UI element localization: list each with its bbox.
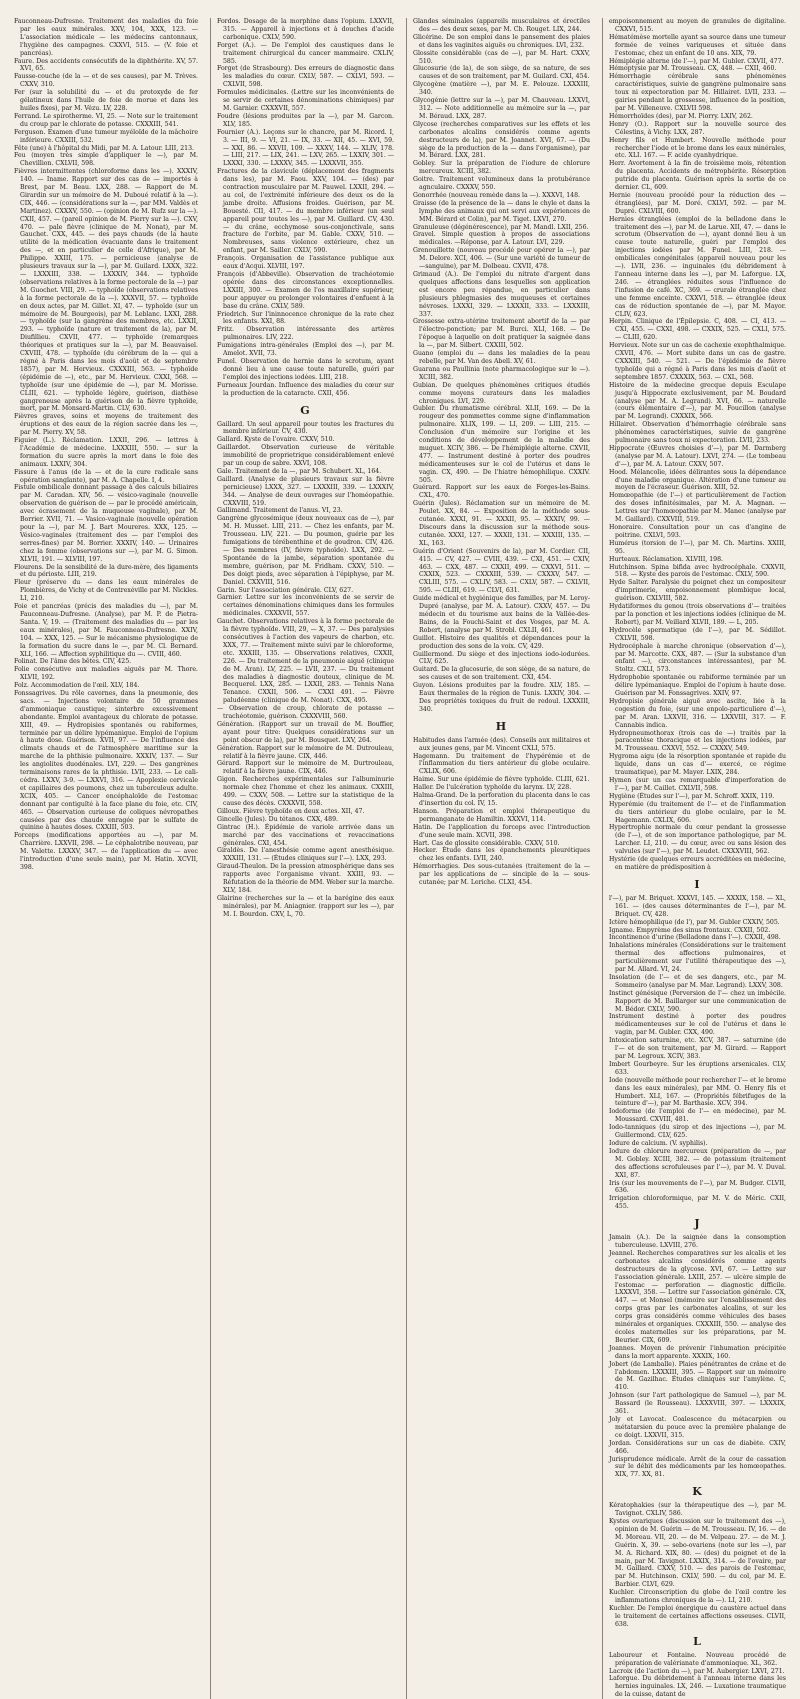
index-entry: Giraud-Theulon. De la pression atmosphérique dans ses rapports avec l'organisme vivant. XXIII, 93. — Réfutation de la théorie de MM. Weber sur la marche. XLV, 184. [217,863,394,894]
index-entry: Foudre (lésions produites par la —), par M. Garcon. XLV, 185. [217,112,394,128]
index-entry: Iodure de chlorure mercureux (préparation de —, par M. Gobley. XCIII, 382. — de potassium (traitement des affections scrofuleuses par l'—), par M. V. Duval. XXI, 87. [609,1147,786,1179]
index-entry: Hymen (sur un cas remarquable d'imperforation de l'—), par M. Caillet. CXLVII, 598. [609,777,786,792]
index-entry: Guillermond. Du siège et des injections iodo-iodurées. CLV, 625. [413,650,590,666]
index-entry: Fonssagrives. Du rôle cavernes, dans la pneumonie, des sacs. — Injections volontaire de 50 grammes d'ammoniaque caustique; sinterbre excessivement abondante. Emploi avantageux du chlorate de potasse. XIII, 49. — Hydropisies spontanés ou rabiformes, terminée par un délire lypémanique. Emploi de l'opium à haute dose. Guérison. XVII, 97. — De l'influence des climats chauds et de l'atmosphère maritime sur la marche de la phthisie pulmonaire. XXXIV, 137. — Sur les angiolites duodénales. LVI, 229. — Des gangrènes terminaisons rares de la phthisie. LVII, 233. — Le cali-cédra. LXXV, 3-9. — LXXVI, 316. — Apoplexie cervicale et capillaires des poumons, chez un tuberculeux adulte. XCIX, 405. — Cancer encéphaloïde de l'estomac donnant par contiguïté à la face plane du foie, etc. CIV, 465. — Observation curieuse de coliques névropathes causées par des chaude enragée par le sulfate de quinine à hautes doses. CXXIII, 503. [14,690,198,832]
index-entry: Guérard. Rapport sur les eaux de Forges-les-Bains. CXL, 470. [413,484,590,500]
index-entry: Guano (emploi du — dans les maladies de la peau rebelle, par M. Van des Abell. XV, 61. [413,350,590,365]
index-entry: Fièvres graves, soins et moyens de traitement des éruptions et des eaux de la région sacrée dans les —, par M. Pierry. XV, 58. [14,413,198,437]
index-entry: Intoxication saturnine, etc. XCV, 387. — saturnine (de l'— et de son traitement, par M. Girard. — Rapport par M. Legroux. XCIV, 383. [609,1037,786,1060]
index-entry: Herpin. Clinique de l'Épilepsie. C, 408. — CI, 413. — CXI, 455. — CXXI, 498. — CXXIX, 525. — CXLI, 575. — CLIII, 620. [609,318,786,342]
index-entry: Gravel. Simple question à propos de associations médicales. —Réponse, par A. Latour. LVI, 229. [413,231,590,247]
index-entry: Granuleuse (dégénérescence), par M. Mandl. LXII, 256. [413,223,589,231]
section-letter: L [693,1634,702,1648]
index-entry: Fleur (préserve du — dans les eaux minérales de Plombières, de Vichy et de Contrexéville par M. Nickles. LI, 210. [14,579,198,603]
index-entry: Hémiplégie alterne (de l'—), par M. Gubler. CXVII, 477. [609,57,784,65]
index-entry: François (d'Abbeville). Observation de trachéotomie opérée dans des circonstances exceptionnelles. LXXIII, 300. — Examen de l'os maxillaire supérieur, pour appuyer ou prolonger volontaires d'enfuent à la base du crâne. CXLV, 589. [217,271,394,310]
index-entry: Guitard. De la glucosurie, de son siège, de sa nature, de ses causes et de son traitement. CXI, 454. [413,666,590,682]
index-entry: Gale. Traitement de la —, par M. Schubert. XL, 164. [217,467,382,475]
index-entry: Honoraire. Consultation pour un cas d'angine de poitrine. CXLVI, 593. [609,524,786,539]
index-entry: Glossite considérable (cas de —), par M. Hart. CXXV, 510. [413,49,590,65]
index-entry: Fête (une) à l'hôpital du Midi, par M. A. Latour. LIII, 213. [14,144,194,152]
index-entry: Gincelle (Jules). Du tétanos. CXX, 489. [217,815,338,823]
index-entry: Génération. Rapport sur le mémoire de M. Dutrouleau, relatif à la fièvre jaune. CIX, 446. [217,744,394,760]
index-entry: Fordos. Dosage de la morphine dans l'opium. LXXVII, 315. — Appareil à injections et à douches d'acide carbonique. CXLV, 590. [217,18,394,41]
index-entry: Jurisprudence médicale. Arrêt de la cour de cassation sur le débit des médicaments par les homœopathes. XIX, 77. XX, 81. [609,1455,786,1479]
index-entry: Iodo-tanniques (du sirop et des injections —), par M. Guillermond. CLV, 625. [609,1124,786,1140]
index-entry: Glairine (recherches sur la — et la barégine des eaux minérales), par M. Aniagnier. (rapport sur les —), par M. I. Bourdon. CXV, L, 70. [217,894,394,918]
section-letter: I [694,877,701,891]
index-entry: Hémoptysie par M. Trousseau. CX, 448. — CXII, 460. [609,65,777,73]
index-entry: Hart. Cas de glossite considérable. CXXV, 510. [413,839,560,847]
index-entry: Gaillard. (Analyse de plusieurs travaux sur la fièvre pernicieuse) LXXX, 327. — LXXXIII, 339. — LXXXIV, 344. — Analyse de deux ouvrages sur l'homéopathie. CXXVIII, 519. [217,475,394,507]
index-entry: Hydrocèle spermatique (de l'—), par M. Sédillot. CXLVII, 598. [609,626,786,642]
index-entry: Homœopathie (de l'—) et particulièrement de l'action des doses infinitésimales, par M. A. Magnan. — Lettres sur l'homœopathie par M. Manec (analyse par M. Gaillard). CXXVIII, 519. [609,492,786,524]
index-entry: Fritz. Observation intéressante des artères pulmonaires. LIV, 222. [217,326,394,342]
index-entry: Insolation (de l'— et de ses dangers, etc., par M. Sommeiro (analyse par M. Mar. Legrand). LXXV, 308. [609,973,786,989]
index-entry: — Observation de croup, chlorate de potasse — trachéotomie, guérison. CXXXVIII, 560. [217,705,394,721]
column-1 [14,18,198,1699]
index-entry: Kuchler. De l'emploi énergique du caustère actuel dans le traitement de certaines affections osseuses. CLVII, 638. [609,1605,786,1628]
section-letter: H [495,719,508,733]
index-columns [14,18,786,1699]
index-entry: Fractures de la clavicule (déplacement des fragments dans les), par M. Faou. XXV, 104. — (des) par contraction musculaire par M. Pauwel. LXXII, 294. — au col, de l'extrémité inférieure des deux os de la jambe droite. Affusions froides. Guérison, par M. Bouesté. CII, 417. — du membre inférieur (un seul appareil pour toutes les —), par M. Guillard. CV, 430. — du crâne, ecchymose sous-conjonctivale, sans fracture de l'orbite, par M. Gable. CXXV, 510. — Nombreuses, sans violence extérieure, chez un enfant, par M. Sailler. CXLV, 590. [217,168,394,255]
index-entry: Imbert Gourbeyre. Sur les éruptions arsenicales. CLV, 633. [609,1060,786,1076]
section-letter: K [692,1485,703,1499]
index-entry: Fer (sur la solubilité du — et du protoxyde de fer gélatineux dans l'huile de foie de morue et dans les huiles fixes), par M. Vézu. LV, 228. [14,89,198,112]
column-2 [210,18,394,1699]
index-entry: Instinct génésique (Perversion de l'— chez un imbécile. Rapport de M. Baillarger sur une communication de M. Bédor. CXLV, 590. [609,989,786,1013]
index-entry: Gauchet. Observations relatives à la forme pectorale de la fièvre typhoïde. VIII, 29, — X, 37. — Des paralysies consécutives à l'action des vapeurs de charbon, etc. XXX, 77. — Traitement mixte suivi par le chloroforme, etc. XXXIII, 135. — Observations relatives, CXXII, 226. — Du traitement de la pneumonie aiguë (clinique de M. Aran). LV, 225. — LVII, 237. — Du traitement des maladies à diagnostic douteux, clinique de M. Becquerel. LXX, 285. — LXXII, 283. — Tennis Nana Tenance. CXXII, 506. — CXXI 491. — Fièvre paludéenne (clinique de M. Nonat). CXX, 495. [217,618,394,705]
index-entry: Hémorrhagies. Des sous-cutanées (traitement de la — par les applications de — sinciple de la — sous-cutanée; par M. Leriche. CLXI, 454. [413,863,590,887]
index-entry: Graisse (de la présence de la — dans le chyle et dans la lymphe des animaux qui ont servi aux expériences de MM. Bérard et Colin), par M. Tiget. LXVI, 270. [413,199,590,223]
index-entry: Hystérie (de quelques erreurs accréditées en médecine, en matière de prédisposition à [609,856,786,871]
index-entry: Hypertrophie normale du cœur pendant la grossesse (de l'—), et de son importance pathologique, par M. Larcher. LI, 210. — du cœur, avec ou sans lésion des valvules (sur l'—), par M. Leudet. CXXXVIII, 562. [609,824,786,856]
index-entry: Figuier (L.). Réclamation. LXXII, 296. — lettres à l'Académie de médecine. LXXXIII, 550. — sur la formation du sucre après la mort dans le foie des animaux. LXXIV, 304. [14,437,198,468]
index-entry: François. Organisation de l'assistance publique aux eaux d'Acqui. XLVIII, 197. [217,255,394,271]
index-entry: Forceps (modifications apportées au —), par M. Charrière. LXXVII, 298. — Le céphalotribe nouveau, par M. Valette. LXXXV, 347. — de l'application du — avec l'introduction d'une seule main), par M. Hatin. XCVII, 398. [14,832,198,871]
index-entry: Forget (de Strasbourg). Des erreurs de diagnostic dans les maladies du cœur. CXLV, 587. — CXLVI, 593. — CXLVII, 598. [217,65,394,89]
index-entry: Hurteaux. Réclamation. XLVIII, 198. [609,555,723,563]
index-entry: Kuchler. Circonscription du globe de l'œil contre les inflammations chroniques de la —). LI, 210. [609,1589,786,1605]
index-entry: Ferguson. Examen d'une tumeur myéloïde de la mâchoire inférieure. CXXIII, 532. [14,128,198,144]
index-entry: Jamain (A.). De la saignée dans la consomption tuberculeuse. LXVIII, 276. [609,1234,786,1250]
index-entry: l'—), par M. Briquet. XXXVI, 145. — XXXIX, 158. — XL, 161. — (des causes déterminantes de l'—), par M. Briquet. CV, 428. [609,894,786,918]
index-entry: Kératophakies (sur la thérapeutique des —), par M. Tavignot. CXLIV, 586. [609,1502,786,1518]
index-entry: Hernies étranglées (emploi de la belladone dans le traitement des —), par M. de Larue. XII, 47. — dans le scrotum (Observation de —), ayant donné lieu à un cause toute naturelle, guéri par l'emploi des injections iodées par M. Funel. LIII, 218. — ombilicales congénitales (appareil nouveau pour les —). LVII, 236. — inguinales (du débridement à l'anneau interne dans les —), par M. Laforgue. LX, 246. — étranglées réduites sous l'influence de l'infusion de café. XC, 369. — crurale étranglée chez une femme enceinte. CXXVI, 518. — étranglée (deux cas de réduction spontanée de —), par M. Mayor. CLIV, 623. [609,215,786,318]
index-entry: Folie consécutive aux maladies aiguës par M. Thore. XLVII, 192. [14,666,198,682]
index-entry: Gigon. Recherches expérimentales sur l'albuminurie normale chez l'homme et chez les animaux. CXXIII, 499. — CXXV, 508. — Lettre sur la statistique de la cause des décès. CXXXVII, 558. [217,776,394,807]
index-entry: Gérard. Rapport sur le mémoire de M. Durtrouleau, relatif à la fièvre jaune. CIX, 446. [217,760,394,776]
index-entry: Fausse-couche (de la — et de ses causes), par M. Trèves. CXXV, 310. [14,73,198,89]
index-entry: Folz. Accommodation de l'œil. XLV, 184. [14,682,140,690]
index-entry: Friedrich. Sur l'ininnocence chronique de la rate chez les enfants. XXI, 88. [217,310,394,326]
index-entry: Hydrophobie spontanée ou rabiforme terminée par un délire lypémaniaque. Emploi de l'opium à haute dose. Guérison par M. Fonssagrives. XXIV, 97. [609,674,786,698]
index-entry: Jobert (de Lamballe). Plaies pénétrantes de crâne et de l'abdomen. LXXXIII, 395. — Rapport sur un mémoire de M. Gazilhac. Études cliniques sur l'amylène. C, 410. [609,1360,786,1392]
index-entry: Hydropneumothorax (trois cas de —) traités par la paracentèse thoracique et les injections iodées, par M. Trousseau. CXXVI, 552. — CXXXV, 549. [609,729,786,753]
index-entry: Iris (sur les mouvements de l'—), par M. Budger. CLVII, 636. [609,1179,786,1195]
index-entry: Hydropisie générale aiguë avec ascite, liée à la cogestion du foie, (sur une enpolo-particuliere d'—), par M. Aran. LXXVII, 316. — LXXVIII, 317. — F. Cannabis indica. [609,697,786,729]
index-entry: Humérus (torsion de l'—), par M. Ch. Martins. XXIII, 95. [609,539,786,555]
index-entry: Gaillardot. Observation curieuse de véritable immobilité de proprietrique considérablement enlevé par un coup de sabre. XXVI, 108. [217,444,394,468]
index-entry: Hydatiformes du genou (trois observations d'— traitées par la ponction et les injections iodées (clinique de M. Robert), par M. Veillard XLVII, 189. — L, 205. [609,603,786,626]
index-entry: Génération. (Rapport sur un travail de M. Bouffier, ayant pour titre: Quelques considérations sur un point obscur de la), par M. Bousquet. LXV, 264. [217,720,394,744]
index-entry: Glandes séminales (appareils musculaires et érectiles des — des deux sexes, par M. Ch. Rouget. LIX, 244. [413,18,590,33]
index-entry: Hervieux. Note sur un cas de cachexie exophthalmique. CXVII, 476. — Mort subite dans un cas de gastre. CXXXIII, 540. — 521. — De l'épidémie de fièvre typhoïde qui a régné à Paris dans les mois d'août et septembre 1857. CXXXIX, 563. — CXL, 568. [609,342,786,381]
index-entry: Formules médicinales. (Lettre sur les inconvénients de se servir de certaines dénominations chimiques) par M. Garnier. CXXXVII, 557. [217,89,394,112]
index-entry: Gallimand. Traitement de l'anus. VI, 23. [217,507,343,515]
index-entry: Garin. Sur l'association générale. CLV, 627. [217,586,354,594]
index-entry: Hydrocéphale à marche chronique (observation d'—), par M. Marcotte. CXX, 487. — (Sur la substance d'un enfant —), circonstances intéressantes), par M. Stoltz. CXLI, 573. [609,642,786,674]
index-entry: Guillot. Histoire des qualités et dépendances pour la production des sons de la voix. CV, 429. [413,634,590,650]
index-entry: Igname. Empyrème des sinus frontaux. CXXII, 502. [609,926,771,934]
index-entry: Laforgue. Du débridement à l'anneau interne dans les hernies inguinales. LX, 246. — Luxatione traumatique de la cuisse, datant de [609,1675,786,1699]
index-entry: Joly et Lavocat. Coalescence du métacarpien ou métatarsien du pouce avec la première phalange de ce doigt. LXXVII, 315. [609,1415,786,1439]
index-entry: Gallard. Kyste de l'ovaire. CXXV, 510. [217,436,335,444]
index-entry: Glicérine. De son emploi dans le pansement des plaies et dans les vaginites aiguës ou chroniques. LVI, 232. [413,33,590,49]
index-entry: Johnson (sur l'art pathologique de Samuel —), par M. Bassard (le Rousseau). LXXXVIII, 397. — LXXXIX, 361. [609,1392,786,1416]
index-entry: Garnier. Lettre sur les inconvénients de se servir de certaines dénominations chimiques dans les formules médicinales. CXXXVII, 557. [217,594,394,618]
index-entry: Giraldès. De l'anesthésie comme agent anesthésique. XXXIII, 131. — (Études cliniques sur l'—). LXX, 293. [217,847,394,863]
index-entry: Kystes ovariques (discussion sur le traitement des —), opinion de M. Guérin — de M. Trousseau. IV, 16. — de M. Moreau. VII, 20. — de M. Velpeau. 27. — de M. J. Guérin. X, 39. — sebo-ovariens (note sur les —), par M. A. Richard. XIX, 80. — (des) du poignet et de la main, par M. Tavignot. LXXIX, 314. — de l'ovaire, par M. Gaillard. CXXV, 510. — des parois de l'estomac, par M. Hutchinson. CXLV, 590. — du col, par M. E. Barbier. CLVI, 629. [609,1518,786,1589]
index-entry: Gintrac (H.). Épidémie de variole arrivée dans un marché par des vaccinations et revaccinations générales. CXI, 454. [217,823,394,847]
index-entry: Flourens. De la sensibilité de la dure-mère, des ligaments et du périoste. LIII, 219. [14,563,198,579]
index-entry: Ictère hémophilique (de l'), par M. Gubler CXXIV, 505. [609,918,780,926]
index-entry: Gubler. Du rhumatisme cérébral. XLII, 169. — De la rougeur des pommettes comme signe d'inflammation pulmonaire. XLIX, 199. — LI, 209. — LIII, 215. — Conclusion d'un mémoire sur l'origine et les conditions de développement de la maladie des muguet. XCIV, 386. — De l'hémiplégie alterne. CXVII, 477. — Instrument destiné à porter des poudres médicamenteuses sur le col de l'utérus et dans le vagin. CX, 490. — De l'hiatre hémophilique. CXXIV. 505. [413,405,590,484]
column-3 [406,18,590,1699]
index-entry: Grenouillette (nouveau procédé pour opérer la —), par M. Delore. XCI, 406. — (Sur une variété de tumeur de —sanguine), par M. Dolbeau. CXVII, 478. [413,247,590,271]
index-entry: Folinat. De l'âme des bêtes. CIV, 425. [14,658,132,666]
index-entry: Fumigations intra-générales (Emploi des —), par M. Amelot. XVII, 73. [217,342,394,358]
index-entry: Incontinence d'urine (Belladone dans l'—). CXXII, 498. [609,934,781,942]
index-entry: Hyde Salter. Paralysie du poignet chez un compositeur d'imprimerie, empoisonnement plombique local, guérison. CXLVIII, 582. [609,579,786,603]
section-letter: J [694,1217,701,1231]
index-entry: Iodoforme (de l'emploi de l'— en médecine), par M. Moussard. CXVIII, 481. [609,1108,786,1124]
index-entry: Fournier (A.). Leçons sur le chancre, par M. Ricord. I, 3. — III, 9. — VI, 21. — IX, 33. — XII, 45. — XVI, 59. — XXI, 86. — XXVII, 109. — XXXV, 144. — XLIV, 178. — LIII, 217. — LIX, 241. — LXV, 265. — LXXIV, 301. — LXXXI, 330. — LXXXV, 345. — LXXXVII, 355. [217,128,394,168]
index-entry: Hatin. De l'application du forceps avec l'introduction d'une seule main. XCVII, 398. [413,823,590,839]
index-entry: Habitudes dans l'armée (des). Conseils aux militaires et aux jeunes gens, par M. Vincent CXLI, 575. [413,736,590,752]
index-entry: Faure. Des accidents consécutifs de la diphthérite. XV, 57. XVI, 65. [14,57,198,73]
index-entry: Glucosurie (de la), de son siège, de sa nature, de ses causes et de son traitement, par M. Guilard. CXI, 454. [413,65,590,81]
index-entry: Gubian. De quelques phénomènes critiques étudiés comme moyens curateurs dans les maladies chroniques. LVI, 229. [413,381,590,405]
index-entry: Herr. Avortement à la fin de troisième mois, rétention du placenta. Accidents de métrophérite. Résorption putride du placenta. Guérison après la sortie de ce dernier. CL, 609. [609,160,786,192]
index-entry: Hygroma aigu (de la résorption spontanée et rapide du liquide, dans un cas d'— exercé, ce régime traumatique), par M. Mayer. LXIX, 284. [609,753,786,777]
index-entry: Laboureur et Fontaine. Nouveau procédé de préparation de valérianate d'ammoniaque. XL, 362. [609,1651,786,1667]
index-entry: Hernie (nouveau procédé pour la réduction des — étranglées), par M. Doré. CXLVI, 592. — par M. Dupré. CXLVIII, 600. [609,191,786,215]
column-4 [602,18,786,1699]
index-entry: Goitre. Traitement volumineux dans la protubérance agnculaire. CXXXV, 550. [413,176,590,192]
index-entry: Feu (moyen très simple d'appliquer le —), par M. Chevillion. CXLVII, 598. [14,152,198,168]
index-entry: Gonorrhée (nouveau remède dans la —). XXXVI, 148. [413,191,580,199]
index-entry: Grimaud (A.). De l'emploi du nitrate d'argent dans quelques affections dans lesquelles son application est encore peu répandue, en particulier dans plusieurs phlegmasies des muqueuses et certaines névroses. LXXXI, 329. — LXXXII, 333. — LXXXIII, 337. [413,271,590,318]
index-entry: Hanson. Préparation et emploi thérapeutique du permanganate de Hamiltin. XXXVI, 114. [413,807,590,823]
index-entry: Hood. Mélancolie, idées délirantes sous la dépendance d'une maladie organique. Altération d'une tumeur au moyen de l'écraseur. Guérison. XIII, 52. [609,468,786,492]
index-entry: Fauconneau-Dufresne. Traitement des maladies du foie par les eaux minérales. XXV, 104, XXX, 123. — L'association médicale — les médecins cantonnaux, l'hygiène des campagnes. CXXVI, 515. — (V. foie et pancréas). [14,18,198,57]
index-entry: Henry fils et Humbert. Nouvelle méthode pour rechercher l'iode et le brome dans les eaux minérales, etc. XLI. 167. — F. acide cyanhydrique. [609,136,786,160]
index-entry: Gaillard. Un seul appareil pour toutes les fractures du membre inférieur. CV, 430. [217,420,394,436]
index-entry: Jordan. Considérations sur un cas de diabète. CXIV, 466. [609,1439,786,1455]
index-entry: Guide médical et hygiénique des familles, par M. Leroy-Dupré (analyse, par M. A. Latour). CXXV, 457. — Du médecin et du tourisme aux bains de la Vallée-des-Bains, de la Fouchi-Saint et des Vosges, par M. A. Robert, (analyse par M. Strobl. CXLII, 461. [413,595,590,634]
index-entry: Fissure à l'anus (de la — et de la cure radicale sans opération sanglante), par M. A. Chapelle. I, 4. [14,468,198,484]
index-entry: Gobley. Sur la préparation de l'iodure de chlorure mercureux. XCIII, 382. [413,160,590,176]
index-entry: Haller. De l'ulcération typhoïde du larynx. LV, 228. [413,784,572,792]
index-entry: Hématémèse mortelle ayant sa source dans une tumeur formée de veines variqueuses et située dans l'estomac, chez un enfant de 10 ans. XIX, 79. [609,33,786,57]
index-entry: Fistule ombilicale donnant passage à des calculs biliaires par M. Caradan. XIV, 56. — vésico-vaginale (nouvelle observation de guérison de — par le procédé américain, avec écrasement de la muqueuse vaginale), par M. Borrier. XVII, 71. — Vasico-vaginale (nouvelle opération pour la —), par M. J. Bart Moureres. XXX, 125. — Vésico-vaginales (traitement des — par l'emploi des serres-fines) par M. Borrier. XXXIV, 140. — Urinaires chez la femme (observations sur —), par M. G. Simon. XLVII, 191. — XLVIII, 197. [14,484,198,563]
index-entry: Forget (A.). — De l'emploi des caustiques dans le traitement chirurgical du cancer mammaire. CXLIV, 585. [217,41,394,65]
index-entry: Iodure de calcium. (V. syphilis). [609,1139,708,1147]
index-entry: Hutchinson. Spina bifida avec hydrocéphale. CXXVII, 518. — Kyste des parois de l'estomac. CXLV, 590. [609,563,786,579]
index-entry: Foie et pancréas (précis des maladies du —), par M. Fauconneau-Dufresne. (Analyse), par M. P. de Pietra-Santa. V, 19. — (Traitement des maladies du — par les eaux minérales), par M. Fauconneau-Dufresne. XXIV, 104. — XXX, 125. — Sur le mécanisme physiologique de la formation du sucre dans le —, par M. Cl. Bernard. XLI, 166. — Affection syphilitique du —. CVIII, 460. [14,603,198,658]
index-entry: Grossesse extra-utérine traitement abortif de la — par l'électro-ponction; par M. Burci. XLI, 168. — De l'époque à laquelle on doit pratiquer la saignée dans la —, par M. Silbert. CXXIII, 502. [413,318,590,350]
index-entry: Halma-Grand. De la perforation du placenta dans le cas d'insertion du col. IV, 15. [413,792,590,807]
index-entry: Furneaux Jourdan. Influence des maladies du cœur sur la production de la cataracte. CXII, 456. [217,381,394,397]
index-entry: Haime. Sur une épidémie de fièvre typhoïde. CLIII, 621. [413,776,590,784]
index-entry: Instrument destiné à porter des poudres médicamenteuses sur le col de l'utérus et dans le vagin, par M. Gubler. CXX, 490. [609,1013,786,1037]
index-entry: empoisonnement au moyen de granules de digitaline. CXXVI, 515. [609,18,786,33]
index-entry: Hygiène (Études sur l'—), par M. Schroff. XXIX, 119. [609,792,775,800]
index-entry: Fièvres intermittentes (chloroforme dans les —). XXXIV, 140. — Iname. Rapport sur des cas de — importés à Brest, par M. Beau. LXX, 288. — Rapport de M. Girardin sur un mémoire de M. Duboué relatif à la —). CIX, 446. — (considérations sur la —, par MM. Valdès et Martinez). CXXXV, 550. — (opinion de M. Rufz sur la —). CXII, 457. — (pareil opinion de M. Pierry sur la —). CXV, 470. — pale fièvre (clinique de M. Nonat), par M. Gauchet. CXX, 445. — des pays chauds (de la haute utilité de la médication évacuante dans le traitement des —, et en particulier de celle d'Afrique), par M. Philippe. XXIII, 175. — pernicieuse (analyse de plusieurs travaux sur la —), par M. Guilard. LXXX, 322. — LXXXIII, 338. — LXXXIV, 344. — typhoïde (observations relatives à la forme pectorale de la —) par M. Guochet. VIII, 29. — typhoïde (observations relatives à la forme pectorale de la —). XXXVII, 57. — typhoïde en deux actes, par M. Gillet. XI, 47. — typhoïde (sur un mémoire de M. Bourgeois), par M. Leblanc. LXXI, 288. — typhoïde (sur la gangrène des membres, etc. LXXII, 293. — typhoïde (nature et traitement de la), par M. Diufillieu. CXVII, 477. — typhoïde (remarques théoriques et pratiques sur la —), par M. Beauvaisel. CXVIII, 478. — typhoïde (du cérébrum de la — qui a régné à Paris dans les mois d'août et de septembre 1857), par M. Hervieux. CXXXIII, 563. — typhoïde (épidémie de —), etc., par M. Hervieux. CXXI, 568. — typhoïde (sur une épidémie de —), par M. Morisse. CLIII, 621. — typhoïde légère, guérison, diathèse gangreneuse après la guérison de la fièvre typhoïde, mort, par M. Monsard-Martin. CLV, 630. [14,168,198,413]
index-entry: Jeannel. Recherches comparatives sur les alcalis et les carbonates alcalins considérés comme agents destructeurs de la glycose. XVI, 67. — Lettre sur l'association générale. LXIII, 257. — ulcère simple de l'estomac — perforation — diagnostic difficile. LXXXVI, 358. — Lettre sur l'association générale. CX, 447. — et Monsel (mémoire sur l'ensablissement des corps gras par les carbonates alcalins, et sur les corps gras considérés comme véhicules des bases minérales et organiques. CXXXIII, 550. — analyse des écoles maternelles sur les préparations, par M. Beurier. CIX, 609. [609,1249,786,1344]
index-entry: Gangrène glycosémique (deux nouveaux cas de —), par M. H. Musset. LIII, 211. — Chez les enfants, par M. Trousseau. LIV, 221. — Du poumon, guérie par les fumigations de térébenthine et de goudron. CIV, 426. — Des membres (IV, fièvre typhoïde). LXX, 292. — Spontanée de la jambe, séparation spontanée du membre, guérison, par M. Fridham. CXXV, 510. — Des doigt pieds, avec séparation à l'épiphyse, par M. Daniel. CXXVIII, 516. [217,515,394,586]
index-entry: Lacroix (de l'action du —), par M. Aubergier. LXVI, 271. [609,1667,785,1675]
index-entry: Joannes. Moyen de prévenir l'inhumation précipitée dans la mort apparente. XXXIX, 160. [609,1344,786,1360]
index-entry: Hagemann. Du traitement de l'hypérémie et de l'inflammation du tiers antérieur du globe oculaire. CXLIX, 606. [413,752,590,776]
index-entry: Inhalations minérales (Considérations sur le traitement thermal des affections pulmonaires, et particulièrement sur l'utilité thérapeutique des —), par M. Allard. VI, 24. [609,942,786,974]
index-entry: Guyon. Lésions produites par la foudre. XLV, 185. — Eaux thermales de la région de Tunis. LXXIV, 304. — Des propriétés toxiques du fruit de redoul. LXXXIII, 340. [413,682,590,713]
index-entry: Henry (O.). Rapport sur la nouvelle source des Célestins, à Vichy. LXX, 287. [609,120,786,136]
index-entry: Gilloux. Fièvre typhoïde en deux actes. XII, 47. [217,807,365,815]
index-entry: Iode (nouvelle méthode pour rechercher l'— et le brome dans les eaux minérales), par MM. O. Henry fils et Humbert. XLI, 167. — (Propriétés fébrifuges de la teinture d'—), par M. Barthasie. XCV, 394. [609,1076,786,1108]
index-entry: Glycogène (matière —), par M. E. Pelouze. LXXXIII, 340. [413,81,590,97]
index-entry: Guérin d'Orient (Souvenirs de la), par M. Cordier. CII, 415. — CV, 427. — CVIII, 439. — CXI, 451. — CXIV, 463. — CXX, 487. — CXXII, 499. — CXXVI, 511. — CXXIX, 523. — CXXXIII, 539. — CXXXV, 547. — CXLIII, 575. — CXLIV, 583. — CXLV, 587. — CXLVII, 595. — CLIII, 619. — CLVI, 631. [413,547,590,595]
index-entry: Hémorrhoïdes (des), par M. Piorry. LXIV, 262. [609,112,753,120]
index-entry: Funel. Observation de hernie dans le scrotum, ayant donné lieu à une cause toute naturelle, guéri par l'emploi des injections iodées. LIII, 218. [217,357,394,381]
index-entry: Ferrand. Le spirotherme. VI, 25. — Note sur le traitement du croup par le chlorate de potasse. CXXXIII, 541. [14,112,198,128]
index-entry: Histoire de la médecine grecque depuis Esculape jusqu'à Hippocrate exclusivement, par M. Boudard (analyse par M. A. Legrand). XVI, 66. — naturelle (cours élémentaire d'—), par M. Foucillon (analyse par M. Legrand). CXXXIX, 566. [609,381,786,421]
index-entry: Irrigation chloroformique, par M. V. de Méric. CXII, 455. [609,1195,786,1211]
index-entry: Hecker. Étude dans les épanchements pleurétiques chez les enfants. LVII, 240. [413,847,590,863]
index-entry: Glycogénie (lettre sur la —), par M. Chauveau. LXXVI, 312. — Note additionnelle au mémoire sur la —, par M. Béraud. LXX, 287. [413,97,590,120]
index-entry: Guarana ou Paullinia (note pharmacologique sur le —). XCIII, 382. [413,365,590,381]
section-letter: G [300,403,311,417]
index-entry: Glycose (recherches comparatives sur les effets et les carbonates alcalins considérés comme agents destructeurs de la), par M. Joannet. XVI, 67. — (Du siège de la production de la — dans l'organisme), par M. Bérard. LXX, 281. [413,120,590,160]
index-entry: Hyperémie (du traitement de l'— et de l'inflammation du tiers antérieur du globe oculaire, par le M. Hagemann. CXLIX, 606. [609,800,786,824]
index-entry: Hippocrate (Œuvres choisies d'—), par M. Darmberg (analyse par M. A. Latour). LXVI, 274. — (Le tombeau d'—), par M. A. Latour. CXXV, 507. [609,444,786,468]
index-entry: Guérin (Jules). Réclamation sur un mémoire de M. Poulet. XX, 84. — Exposition de la méthode sous-cutanée. XXXI, 91. — XXXII, 95. — XXXIV, 99. — Discours dans la discussion sur la méthode sous-cutanée. XXXI, 127. — XXXII, 131. — XXXIII, 135. — XL, 163. [413,500,590,547]
index-entry: Hémorrhagie cérébrale sans phénomènes caractéristiques, suivie de gangrène pulmonaire sans toux ni expectoration par M. Hillairet. LVII, 233. — gairies pendant la grossesse, influence de la position, par M. Villeneuve. CXLVII 598. [609,73,786,112]
index-entry: Hillairet. Observation d'hémorrhagie cérébrale sans phénomènes caractéristiques, suivie de gangrène pulmonaire sans toux ni expectoration. LVII, 233. [609,421,786,445]
